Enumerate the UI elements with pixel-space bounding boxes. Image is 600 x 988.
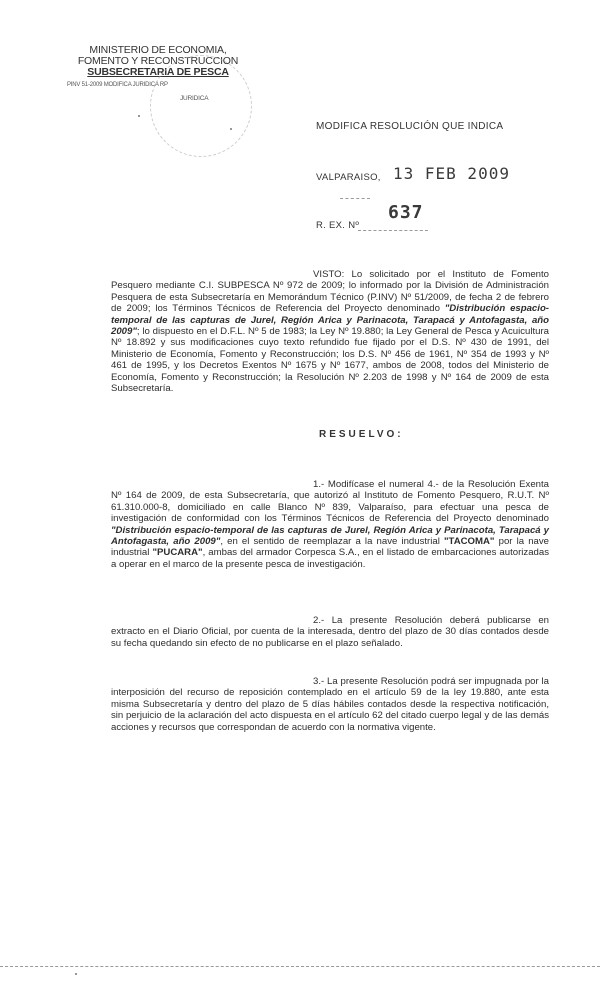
item-1-text-4: , ambas del armador Corpesca S.A., en el listado de embarcaciones autorizadas a operar en el marco de la presente pesca de investigación. — [111, 547, 550, 570]
number-underline — [358, 230, 428, 231]
rex-label: R. EX. Nº — [316, 220, 360, 231]
speck — [75, 973, 77, 975]
handwritten-resolution-number: 637 — [388, 202, 424, 223]
circular-stamp — [150, 55, 252, 157]
subsecretaria-line: SUBSECRETARIA DE PESCA — [87, 66, 229, 78]
place-label: VALPARAISO, — [316, 172, 381, 183]
item-1-paragraph — [111, 479, 549, 570]
item-1-text-1: 1.- Modifícase el numeral 4.- de la Resolución Exenta Nº 164 de 2009, de esta Subsecretaría, que autorizó al Instituto de Fomento Pesquero, R.U.T. Nº 61.310.000-8, domiciliado en calle Blanco Nº 839, Valparaíso, para efectuar una pesca de investigación de conformidad con los Términos Técnicos de Referencia del Proyecto denominado — [111, 479, 549, 525]
ministry-line-1: MINISTERIO DE ECONOMIA, — [89, 44, 227, 56]
visto-text-1: VISTO: Lo solicitado por el Instituto de Fomento Pesquero mediante C.I. SUBPESCA Nº 972 de 2009; lo informado por la División de Administración Pesquera de esta Subsecretaría en Memorándum Técnico (P.INV) Nº 51/2009, de fecha 2 de febrero de 2009; los Términos Técnicos de Referencia del Proyecto denominado — [111, 269, 549, 315]
project-title: "Distribución espacio-temporal de las capturas de Jurel, Región Arica y Parinacota, Tarapacá y Antofagasta, año 2009" — [111, 524, 549, 548]
vessel-name: "PUCARA" — [152, 547, 203, 559]
vessel-name: "TACOMA" — [444, 536, 495, 548]
handwritten-date: 13 FEB 2009 — [393, 164, 510, 183]
speck — [138, 115, 140, 117]
date-underline — [340, 198, 370, 199]
ministry-line-2: FOMENTO Y RECONSTRUCCION — [77, 55, 239, 67]
item-2-paragraph: 2.- La presente Resolución deberá publicarse en extracto en el Diario Oficial, por cuenta de la interesada, dentro del plazo de 30 días contados desde su fecha quedando sin efecto de no publicarse en el plazo señalado. — [111, 615, 549, 649]
resuelvo-heading: RESUELVO: — [319, 429, 404, 440]
document-subject: MODIFICA RESOLUCIÓN QUE INDICA — [316, 121, 504, 132]
item-1-text-2: , en el sentido de reemplazar a la nave industrial — [220, 536, 440, 548]
item-3-paragraph: 3.- La presente Resolución podrá ser impugnada por la interposición del recurso de reposición contemplado en el artículo 59 de la ley 19.880, ante esta misma Subsecretaría y dentro del plazo de 5 días hábiles contados desde la respectiva notificación, sin perjuicio de la aclaración del acto dispuesta en el artículo 62 del citado cuerpo legal y de las demás acciones y recursos que correspondan de acuerdo con la normativa vigente. — [111, 676, 549, 733]
visto-paragraph — [111, 269, 549, 394]
scan-border — [0, 966, 600, 967]
project-title: "Distribución espacio-temporal de las capturas de Jurel, Región Arica y Parinacota, Tarapacá y Antofagasta, año 2009" — [111, 303, 549, 338]
speck — [230, 128, 232, 130]
item-1-text-3: por la nave industrial — [111, 536, 550, 559]
visto-text-2: ; lo dispuesto en el D.F.L. Nº 5 de 1983; la Ley Nº 19.880; la Ley General de Pesca y Acuicultura Nº 18.892 y sus modificaciones cuyo texto refundido fue fijado por el D.S. Nº 430 de 1991, del Ministerio de Economía, Fomento y Reconstrucción; los D.S. Nº 456 de 1961, Nº 354 de 1993 y Nº 461 de 1995, y los Decretos Exentos Nº 1675 y Nº 1677, ambos de 2008, todos del Ministerio de Economía, Fomento y Reconstrucción; la Resolución Nº 2.203 de 1998 y Nº 164 de 2009 de esta Subsecretaría. — [111, 326, 549, 395]
reference-code: PINV 51-2009 MODIFICA JURIDICA RP — [67, 82, 168, 88]
stamp-label: JURIDICA — [180, 95, 209, 102]
